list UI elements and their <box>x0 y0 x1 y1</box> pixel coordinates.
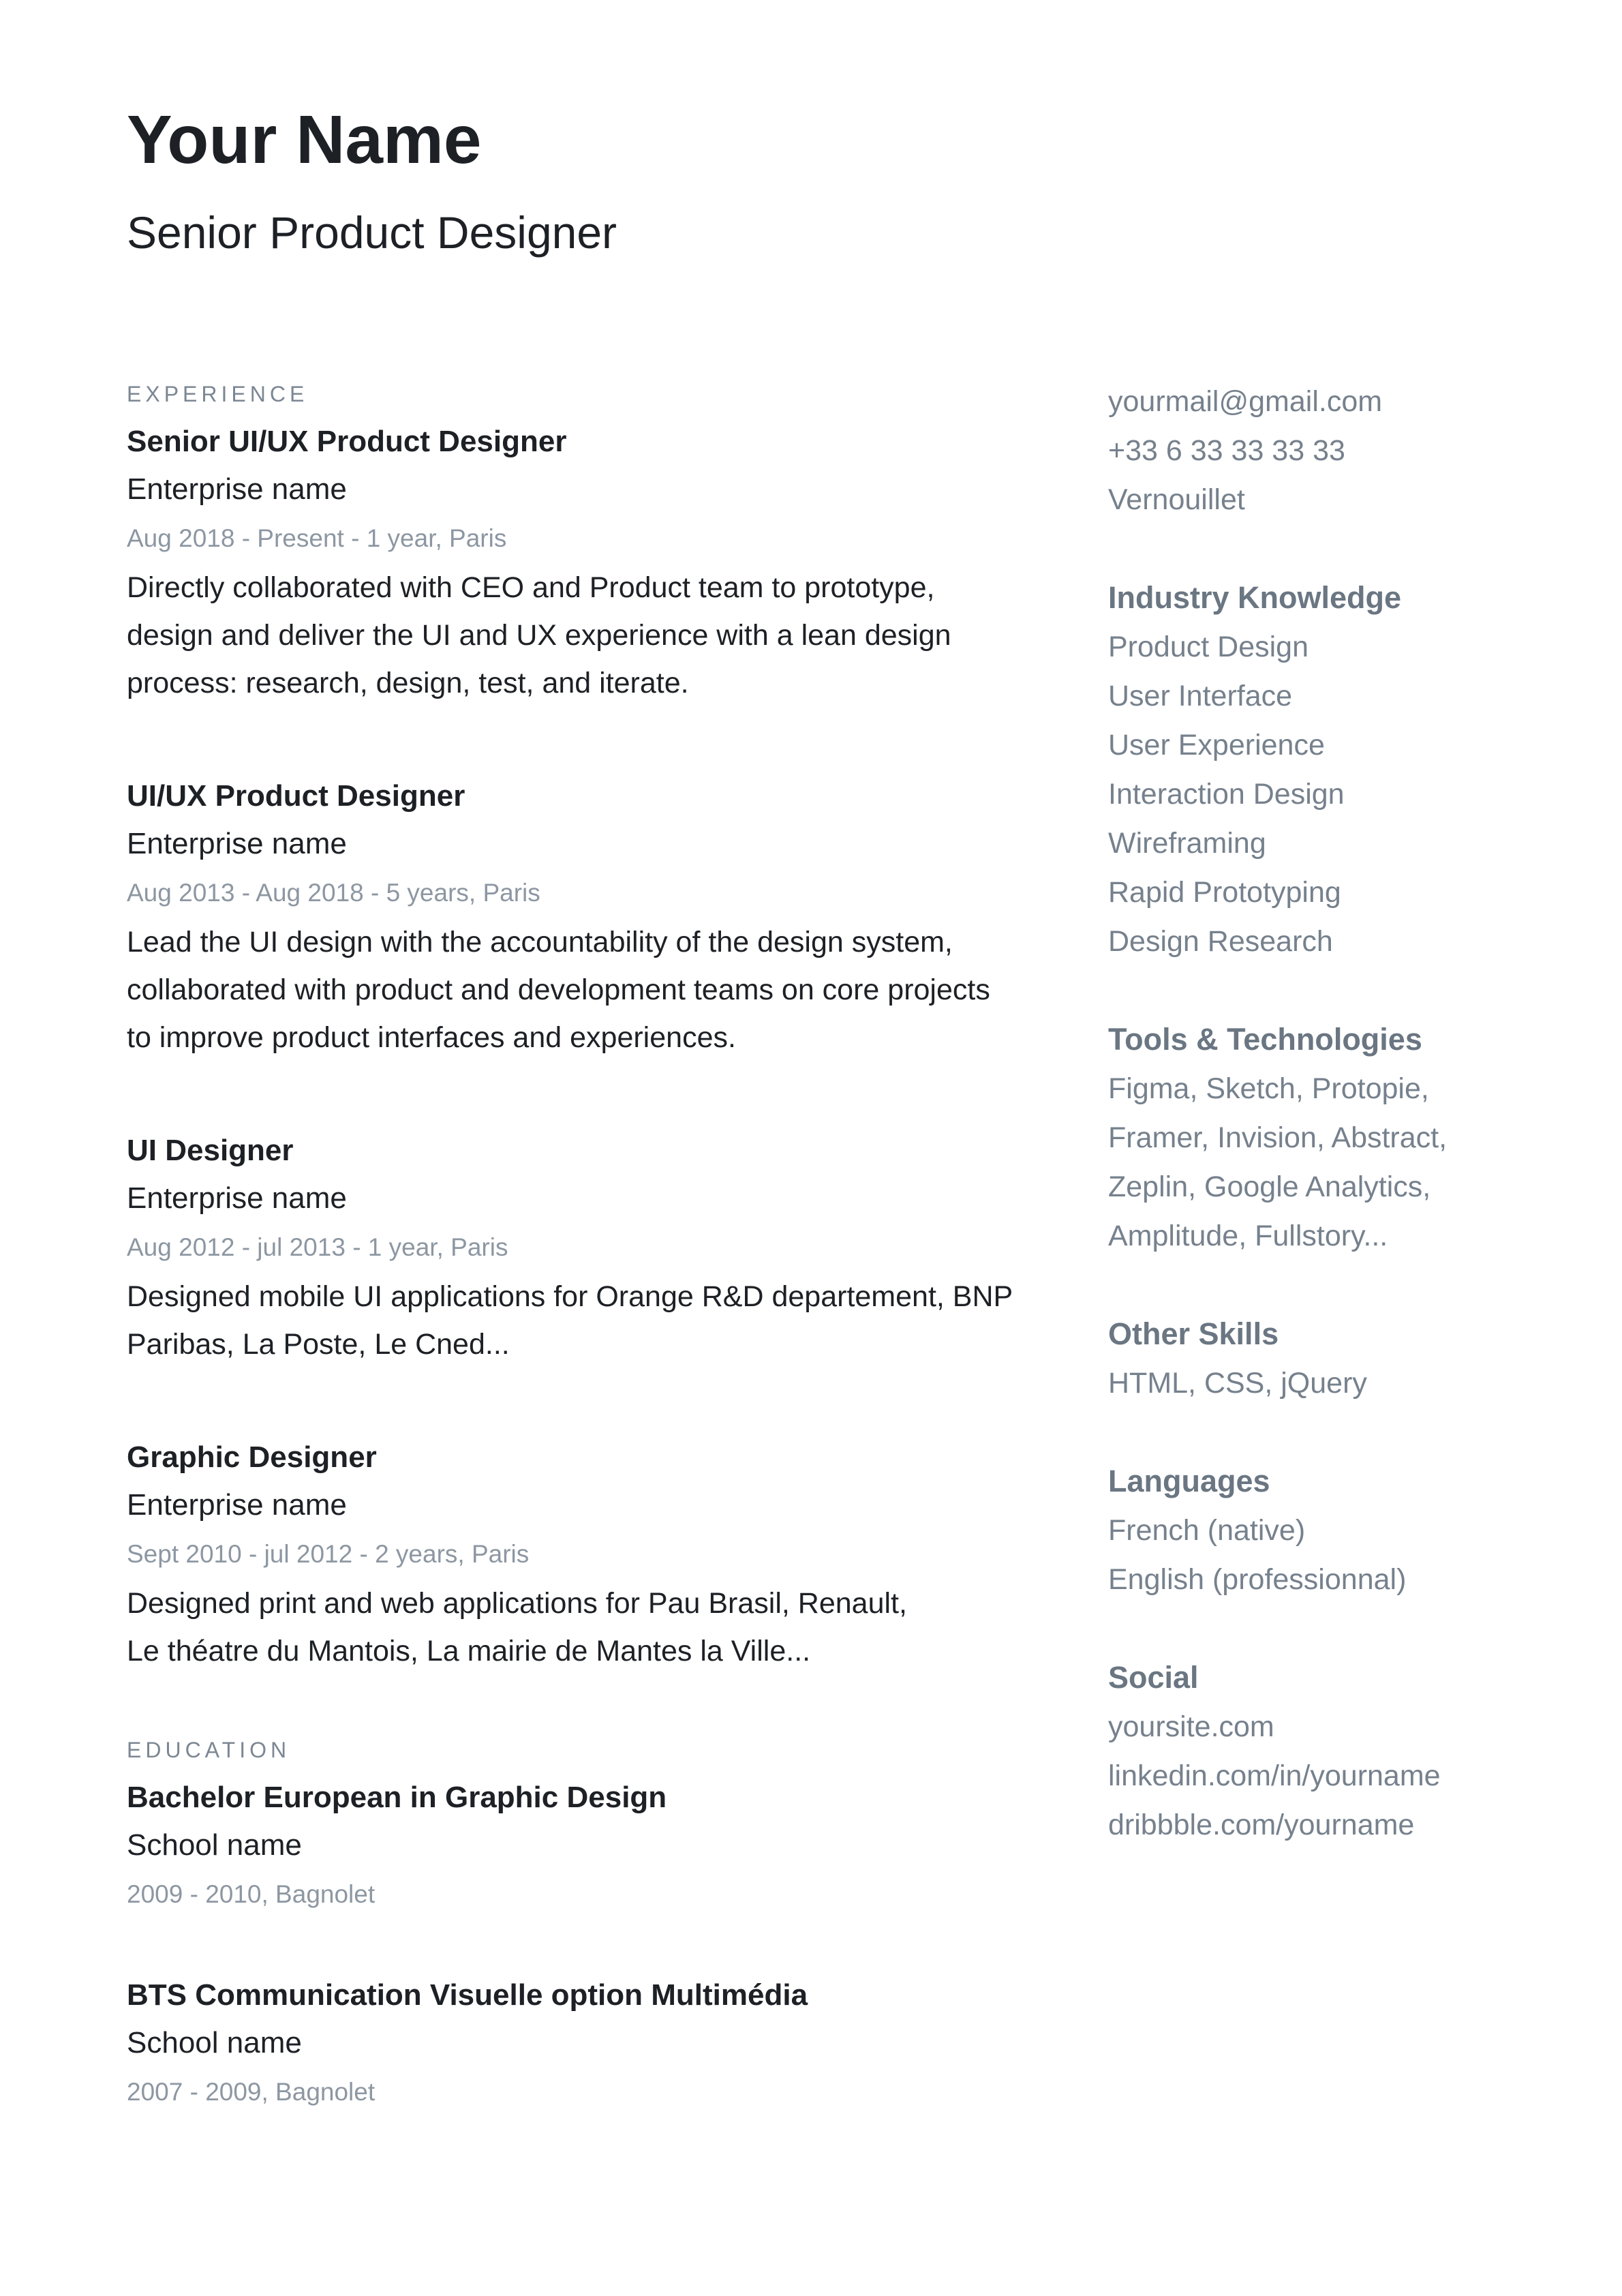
description-line: process: research, design, test, and iterate. <box>127 666 689 699</box>
education-section <box>127 1726 1037 2117</box>
job-company: Enterprise name <box>127 472 347 506</box>
main-column <box>127 370 1037 2117</box>
degree-title: Bachelor European in Graphic Design <box>127 1780 667 1814</box>
job-description <box>127 564 1037 707</box>
tool-item: Framer, Invision, Abstract, <box>1108 1121 1448 1154</box>
resume-header <box>127 102 1495 258</box>
description-line: collaborated with product and development teams on core projects <box>127 973 990 1006</box>
social-link: linkedin.com/in/yourname <box>1108 1759 1441 1792</box>
person-job-title: Senior Product Designer <box>127 207 617 258</box>
school-name: School name <box>127 1828 302 1862</box>
education-entry <box>127 1972 1037 2117</box>
sidebar-section-heading: Languages <box>1108 1463 1270 1498</box>
description-line: Lead the UI design with the accountability of the design system, <box>127 925 953 958</box>
degree-title: BTS Communication Visuelle option Multimédia <box>127 1978 808 2012</box>
job-description <box>127 1273 1037 1368</box>
job-title: Graphic Designer <box>127 1440 377 1474</box>
education-entry <box>127 1774 1037 1920</box>
skill-item: User Experience <box>1108 728 1325 761</box>
job-title: UI Designer <box>127 1133 294 1167</box>
job-entry <box>127 1434 1037 1675</box>
other-skills-section <box>1108 1310 1490 1408</box>
job-company: Enterprise name <box>127 1487 347 1522</box>
education-section-label: EDUCATION <box>127 1737 291 1762</box>
contact-email: yourmail@gmail.com <box>1108 384 1383 418</box>
school-name: School name <box>127 2025 302 2059</box>
contact-phone: +33 6 33 33 33 33 <box>1108 434 1345 467</box>
experience-section <box>127 370 1037 1675</box>
social-link: yoursite.com <box>1108 1710 1274 1743</box>
sidebar-section-heading: Industry Knowledge <box>1108 579 1402 615</box>
job-period: Aug 2013 - Aug 2018 - 5 years, Paris <box>127 878 540 907</box>
description-line: Paribas, La Poste, Le Cned... <box>127 1327 510 1361</box>
education-period: 2007 - 2009, Bagnolet <box>127 2077 376 2106</box>
job-description <box>127 918 1037 1061</box>
skill-item: Wireframing <box>1108 826 1266 860</box>
skill-item: User Interface <box>1108 679 1293 712</box>
description-line: Designed mobile UI applications for Orange R&D departement, BNP <box>127 1280 1013 1313</box>
description-line: Directly collaborated with CEO and Product team to prototype, <box>127 571 935 604</box>
description-line: Le théatre du Mantois, La mairie de Mantes la Ville... <box>127 1634 811 1667</box>
tool-item: Amplitude, Fullstory... <box>1108 1219 1388 1252</box>
contact-block <box>1108 377 1490 524</box>
job-company: Enterprise name <box>127 826 347 860</box>
job-period: Aug 2018 - Present - 1 year, Paris <box>127 524 507 552</box>
description-line: Designed print and web applications for Pau Brasil, Renault, <box>127 1586 907 1620</box>
skill-item: Product Design <box>1108 630 1309 663</box>
skill-item: Rapid Prototyping <box>1108 875 1341 909</box>
job-company: Enterprise name <box>127 1181 347 1215</box>
job-period: Sept 2010 - jul 2012 - 2 years, Paris <box>127 1539 530 1568</box>
job-entry <box>127 772 1037 1061</box>
description-line: to improve product interfaces and experiences. <box>127 1021 736 1054</box>
description-line: design and deliver the UI and UX experience with a lean design <box>127 618 951 652</box>
contact-city: Vernouillet <box>1108 483 1245 516</box>
sidebar-section-heading: Other Skills <box>1108 1316 1279 1351</box>
sidebar <box>1108 370 1490 1849</box>
tool-item: Zeplin, Google Analytics, <box>1108 1170 1431 1203</box>
language-item: French (native) <box>1108 1513 1306 1547</box>
social-link: dribbble.com/yourname <box>1108 1808 1415 1841</box>
job-entry <box>127 1127 1037 1368</box>
job-entry <box>127 418 1037 707</box>
job-title: Senior UI/UX Product Designer <box>127 424 567 458</box>
language-item: English (professionnal) <box>1108 1562 1407 1596</box>
content-columns <box>127 370 1495 2117</box>
tool-item: Figma, Sketch, Protopie, <box>1108 1072 1429 1105</box>
skill-item: Design Research <box>1108 924 1333 958</box>
social-section <box>1108 1653 1490 1849</box>
sidebar-section-heading: Tools & Technologies <box>1108 1021 1422 1057</box>
education-period: 2009 - 2010, Bagnolet <box>127 1879 376 1908</box>
skill-item: Interaction Design <box>1108 777 1345 811</box>
person-name: Your Name <box>127 102 482 178</box>
other-skill-item: HTML, CSS, jQuery <box>1108 1366 1367 1400</box>
industry-knowledge-section <box>1108 573 1490 966</box>
job-description <box>127 1580 1037 1675</box>
tools-technologies-section <box>1108 1015 1490 1260</box>
job-period: Aug 2012 - jul 2013 - 1 year, Paris <box>127 1233 508 1261</box>
job-title: UI/UX Product Designer <box>127 779 465 813</box>
sidebar-section-heading: Social <box>1108 1659 1199 1695</box>
experience-section-label: EXPERIENCE <box>127 381 309 406</box>
languages-section <box>1108 1457 1490 1604</box>
